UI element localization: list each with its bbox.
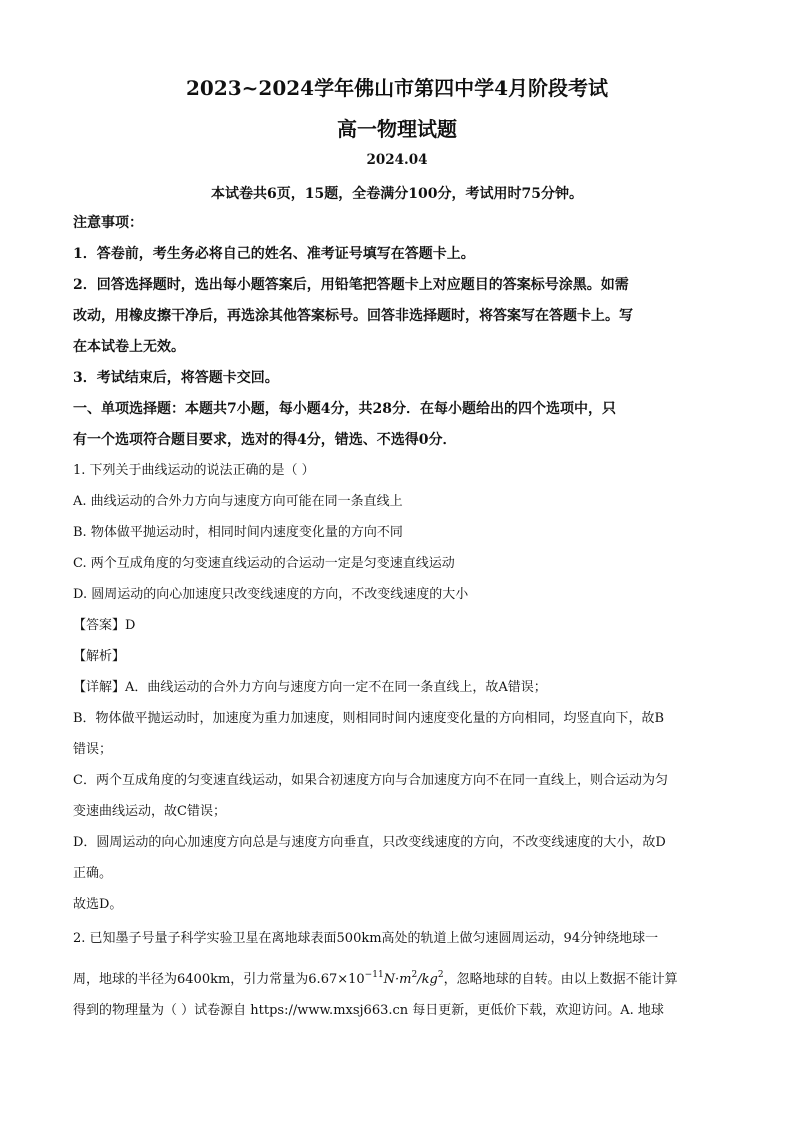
- q1-detail-line-1: 【详解】A．曲线运动的合外力方向与速度方向一定不在同一条直线上，故A错误；: [73, 680, 547, 695]
- q1-detail-line-2: B．物体做平抛运动时，加速度为重力加速度，则相同时间内速度变化量的方向相同，均竖直向下，故B: [73, 711, 665, 726]
- exam-date: 2024.04: [366, 152, 428, 168]
- q2-unit-kg: /kg: [417, 972, 438, 987]
- section-1-heading-line-1: 一、单项选择题：本题共7小题，每小题4分，共28分．在每小题给出的四个选项中，只: [73, 401, 616, 417]
- q1-detail-line-3: 错误；: [73, 742, 113, 757]
- q2-exponent-3: 2: [437, 970, 444, 980]
- q1-detail-line-5: 变速曲线运动，故C错误；: [73, 804, 226, 819]
- q2-unit-nm: N·m: [383, 972, 412, 987]
- q1-detail-line-6: D．圆周运动的向心加速度方向总是与速度方向垂直，只改变线速度的方向，不改变线速度的大小，故D: [73, 835, 666, 850]
- q2-line-2-pre: 周，地球的半径为6400km，引力常量为6.67×10: [73, 972, 365, 987]
- q1-option-d: D. 圆周运动的向心加速度只改变线速度的方向，不改变线速度的大小: [73, 587, 469, 602]
- q1-detail-line-7: 正确。: [73, 866, 113, 881]
- q1-detail-line-4: C．两个互成角度的匀变速直线运动，如果合初速度方向与合加速度方向不在同一直线上，则合运动为匀: [73, 773, 668, 788]
- q1-stem: 1. 下列关于曲线运动的说法正确的是（ ）: [73, 463, 315, 478]
- q1-option-c: C. 两个互成角度的匀变速直线运动的合运动一定是匀变速直线运动: [73, 556, 455, 571]
- q1-option-b: B. 物体做平抛运动时，相同时间内速度变化量的方向不同: [73, 525, 403, 540]
- q2-line-2: [73, 966, 678, 989]
- exam-title: 2023~2024学年佛山市第四中学4月阶段考试: [185, 76, 608, 100]
- q1-conclusion: 故选D。: [73, 897, 123, 912]
- note-item-3: 3．考试结束后，将答题卡交回。: [73, 370, 279, 386]
- note-item-2-line-1: 2．回答选择题时，选出每小题答案后，用铅笔把答题卡上对应题目的答案标号涂黑。如需: [73, 277, 629, 293]
- q2-exponent-2: 2: [411, 970, 418, 980]
- q2-exponent-1: −11: [364, 970, 384, 980]
- note-item-1: 1．答卷前，考生务必将自己的姓名、准考证号填写在答题卡上。: [73, 246, 475, 262]
- q2-line-2-post: ，忽略地球的自转。由以上数据不能计算: [443, 972, 678, 987]
- exam-subject: 高一物理试题: [337, 117, 457, 141]
- exam-intro: 本试卷共6页，15题，全卷满分100分，考试用时75分钟。: [211, 186, 583, 202]
- q2-line-3: 得到的物理量为（ ）试卷源自 https://www.mxsj663.cn 每日更新，更低价下载，欢迎访问。A. 地球: [73, 1003, 664, 1018]
- section-1-heading-line-2: 有一个选项符合题目要求，选对的得4分，错选、不选得0分．: [73, 432, 457, 448]
- q1-analysis-label: 【解析】: [73, 649, 126, 664]
- note-item-2-line-2: 改动，用橡皮擦干净后，再选涂其他答案标号。回答非选择题时，将答案写在答题卡上。写: [73, 308, 633, 324]
- q1-answer: 【答案】D: [73, 618, 136, 633]
- q1-option-a: A. 曲线运动的合外力方向与速度方向可能在同一条直线上: [73, 494, 403, 509]
- note-item-2-line-3: 在本试卷上无效。: [73, 339, 185, 355]
- notes-heading: 注意事项：: [73, 215, 143, 231]
- q2-line-1: 2. 已知墨子号量子科学实验卫星在离地球表面500km高处的轨道上做匀速圆周运动，94分钟绕地球一: [73, 931, 659, 946]
